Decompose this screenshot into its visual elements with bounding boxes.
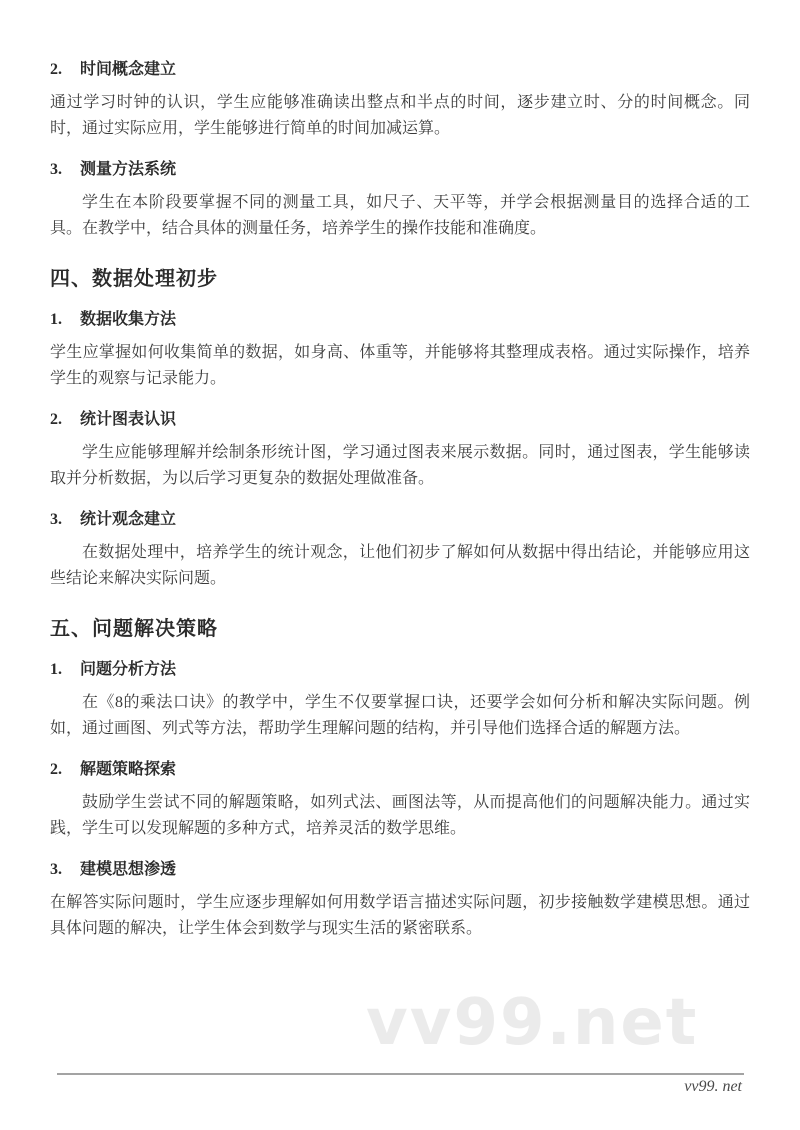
section-number: 3. <box>50 861 62 878</box>
section-heading <box>50 60 750 80</box>
footer-site-text: vv99. net <box>684 1078 742 1095</box>
chapter-heading: 五、问题解决策略 <box>50 618 218 640</box>
paragraph: 学生应掌握如何收集简单的数据，如身高、体重等，并能够将其整理成表格。通过实际操作，培养学生的观察与记录能力。 <box>50 344 750 387</box>
paragraph: 学生应能够理解并绘制条形统计图，学习通过图表来展示数据。同时，通过图表，学生能够读取并分析数据，为以后学习更复杂的数据处理做准备。 <box>50 444 750 487</box>
section-heading <box>50 410 750 430</box>
paragraph: 在数据处理中，培养学生的统计观念，让他们初步了解如何从数据中得出结论，并能够应用这些结论来解决实际问题。 <box>50 544 750 587</box>
section-title: 建模思想渗透 <box>80 861 177 878</box>
section-heading <box>50 510 750 530</box>
section-title: 数据收集方法 <box>80 311 177 328</box>
section-number: 2. <box>50 61 62 78</box>
paragraph: 鼓励学生尝试不同的解题策略，如列式法、画图法等，从而提高他们的问题解决能力。通过实践，学生可以发现解题的多种方式，培养灵活的数学思维。 <box>50 794 750 837</box>
section-heading <box>50 310 750 330</box>
section-title: 时间概念建立 <box>80 61 177 78</box>
section-title: 统计图表认识 <box>80 411 177 428</box>
watermark-text: vv99.net <box>366 986 699 1060</box>
section-heading <box>50 760 750 780</box>
paragraph: 学生在本阶段要掌握不同的测量工具，如尺子、天平等，并学会根据测量目的选择合适的工具。在教学中，结合具体的测量任务，培养学生的操作技能和准确度。 <box>50 194 750 237</box>
paragraph: 在《8的乘法口诀》的教学中，学生不仅要掌握口诀，还要学会如何分析和解决实际问题。例如，通过画图、列式等方法，帮助学生理解问题的结构，并引导他们选择合适的解题方法。 <box>50 694 750 737</box>
section-title: 统计观念建立 <box>80 511 177 528</box>
section-number: 2. <box>50 411 62 428</box>
chapter-heading: 四、数据处理初步 <box>50 268 218 290</box>
section-title: 问题分析方法 <box>80 661 177 678</box>
section-number: 1. <box>50 311 62 328</box>
section-heading <box>50 660 750 680</box>
section-title: 测量方法系统 <box>80 161 177 178</box>
paragraph: 在解答实际问题时，学生应逐步理解如何用数学语言描述实际问题，初步接触数学建模思想。通过具体问题的解决，让学生体会到数学与现实生活的紧密联系。 <box>50 894 750 937</box>
section-number: 1. <box>50 661 62 678</box>
section-heading <box>50 860 750 880</box>
document-content <box>50 0 750 956</box>
section-title: 解题策略探索 <box>80 761 177 778</box>
section-number: 3. <box>50 161 62 178</box>
paragraph: 通过学习时钟的认识，学生应能够准确读出整点和半点的时间，逐步建立时、分的时间概念。同时，通过实际应用，学生能够进行简单的时间加减运算。 <box>50 94 750 137</box>
section-heading <box>50 160 750 180</box>
section-number: 2. <box>50 761 62 778</box>
footer-divider <box>57 1073 744 1075</box>
section-number: 3. <box>50 511 62 528</box>
